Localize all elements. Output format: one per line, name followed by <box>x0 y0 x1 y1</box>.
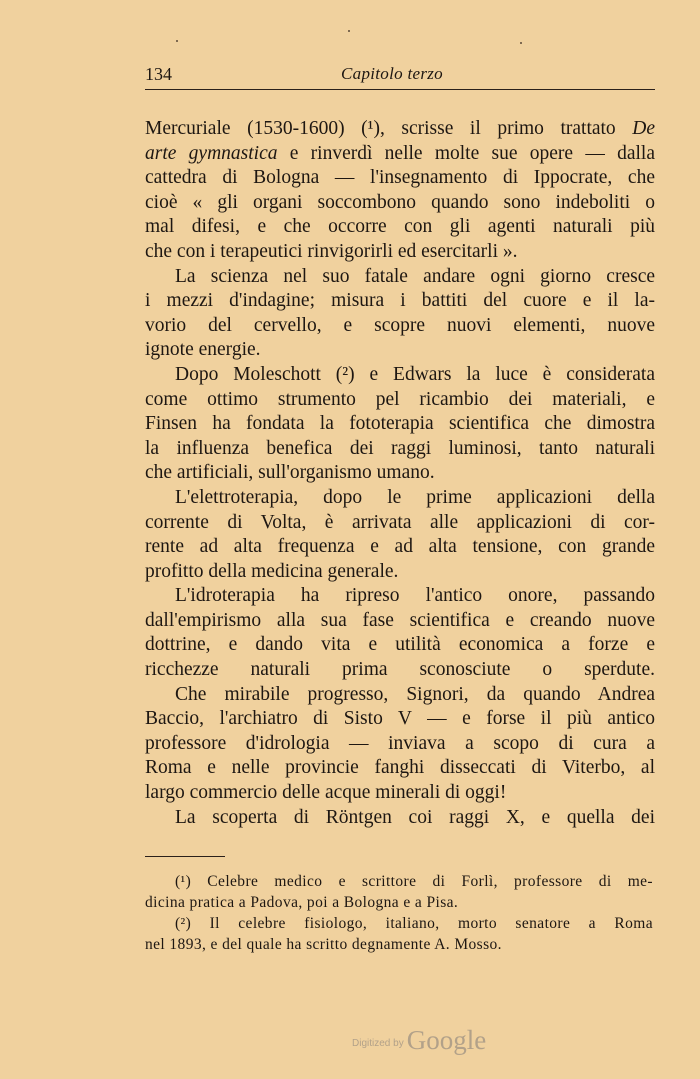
text-line: L'idroterapia ha ripreso l'antico onore, passando <box>175 585 655 607</box>
text-line: dottrine, e dando vita e utilità economica a forze e <box>145 634 655 656</box>
scan-speck <box>348 30 350 32</box>
footnote-line: (²) Il celebre fisiologo, italiano, morto senatore a Roma <box>175 915 653 932</box>
text-line: vorio del cervello, e scopre nuovi elementi, nuove <box>145 314 655 336</box>
text-line: rente ad alta frequenza e ad alta tensione, con grande <box>145 536 655 558</box>
page-header <box>145 62 655 92</box>
text-line: corrente di Volta, è arrivata alle applicazioni di cor- <box>145 511 655 533</box>
footnote-line: nel 1893, e del quale ha scritto degnamente A. Mosso. <box>145 936 502 953</box>
text-line: cioè « gli organi soccombono quando sono indeboliti o <box>145 191 655 213</box>
text-line: Che mirabile progresso, Signori, da quando Andrea <box>175 683 655 705</box>
text-line: ignote energie. <box>145 339 261 361</box>
text-line: i mezzi d'indagine; misura i battiti del cuore e il la- <box>145 290 655 312</box>
text-line: Finsen ha fondata la fototerapia scientifica che dimostra <box>145 413 655 435</box>
footnote-line: dicina pratica a Padova, poi a Bologna e a Pisa. <box>145 894 459 911</box>
text-line: ricchezze naturali prima sconosciute o sperdute. <box>145 659 655 681</box>
text-line: cattedra di Bologna — l'insegnamento di Ippocrate, che <box>145 167 655 189</box>
text-line: che con i terapeutici rinvigorirli ed esercitarli ». <box>145 240 518 262</box>
text-line: come ottimo strumento pel ricambio dei materiali, e <box>145 388 655 410</box>
running-title: Capitolo terzo <box>341 64 443 83</box>
text-line: La scienza nel suo fatale andare ogni giorno cresce <box>175 265 655 287</box>
page-number: 134 <box>145 64 172 84</box>
text-line: Mercuriale (1530-1600) (¹), scrisse il primo trattato De <box>145 118 655 139</box>
digitized-watermark <box>352 1025 486 1056</box>
italic-title: arte gymnastica <box>145 142 278 164</box>
scan-speck <box>520 42 522 44</box>
text-line: professore d'idrologia — inviava a scopo di cura a <box>145 732 655 754</box>
text-line: mal difesi, e che occorre con gli agenti naturali più <box>145 216 655 238</box>
body-text <box>145 117 655 830</box>
scan-speck <box>176 40 178 42</box>
watermark-prefix: Digitized by <box>352 1038 404 1049</box>
text-line: che artificiali, sull'organismo umano. <box>145 462 435 484</box>
text-line: Roma e nelle provincie fanghi disseccati di Viterbo, al <box>145 757 655 779</box>
text-line: profitto della medicina generale. <box>145 560 399 582</box>
footnote-separator <box>145 856 225 857</box>
text-line: L'elettroterapia, dopo le prime applicazioni della <box>175 486 655 508</box>
text-line: Baccio, l'archiatro di Sisto V — e forse il più antico <box>145 708 655 730</box>
text-line: Dopo Moleschott (²) e Edwars la luce è considerata <box>175 363 655 385</box>
footnotes <box>145 871 653 955</box>
header-rule <box>145 89 655 90</box>
text-line: largo commercio delle acque minerali di oggi! <box>145 782 507 804</box>
watermark-brand: Google <box>406 1025 487 1055</box>
text-line: dall'empirismo alla sua fase scientifica e creando nuove <box>145 609 655 631</box>
text-line: la influenza benefica dei raggi luminosi, tanto naturali <box>145 437 655 459</box>
footnote-line: (¹) Celebre medico e scrittore di Forlì, professore di me- <box>175 873 653 890</box>
text-line: arte gymnastica e rinverdì nelle molte sue opere — dalla <box>145 142 655 164</box>
italic-title: De <box>632 118 655 139</box>
text-line: La scoperta di Röntgen coi raggi X, e quella dei <box>175 806 655 828</box>
